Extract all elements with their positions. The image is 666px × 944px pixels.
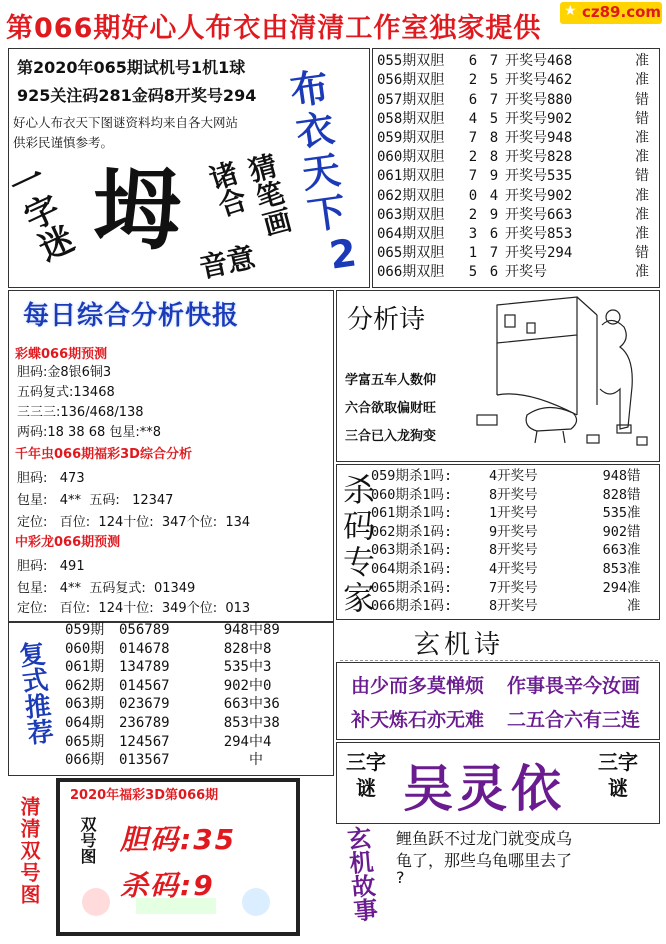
site-domain[interactable]: cz89.com	[582, 3, 662, 21]
compound-number-cell: 014678	[119, 640, 170, 657]
brand-vertical-text: 布衣天下	[287, 64, 349, 239]
result-cell: 准	[635, 187, 649, 204]
xuanji-line-1a: 由少而多莫惮烦	[351, 675, 485, 697]
draw-label-cell: 4开奖号	[489, 468, 538, 484]
qiannian-bao: 包星: 4** 五码: 12347	[17, 493, 174, 508]
riddle-side-label: 一字迷	[4, 157, 81, 270]
brand-vertical-num: 2	[326, 230, 360, 278]
result-cell: 中36	[249, 696, 280, 713]
compound-label: 复式推荐	[13, 639, 55, 747]
poem-panel	[336, 290, 660, 462]
draw-number-cell: 开奖号294	[505, 245, 573, 262]
table-row	[371, 467, 651, 486]
poem-line-2: 六合欲取偏财旺	[345, 401, 437, 416]
draw-number-cell: 828	[602, 486, 627, 503]
draw-number-cell: 开奖号853	[505, 225, 573, 242]
table-row	[371, 523, 651, 542]
page-title: 第066期好心人布衣由清清工作室独家提供	[6, 13, 542, 44]
table-row	[371, 560, 651, 579]
dan-b-cell: 4	[489, 187, 499, 204]
period-cell: 061期双胆	[377, 168, 445, 185]
result-cell: 中3	[249, 659, 272, 676]
result-cell: 错	[627, 486, 641, 503]
draw-number-cell	[569, 597, 627, 616]
caidie-liang: 两码:18 38 68 包星:**8	[17, 425, 162, 440]
qiannian-dan: 胆码: 473	[17, 471, 85, 486]
xuanji-line-1b: 作事畏辛今汝画	[507, 675, 641, 697]
kill-code-label: 杀码专家	[338, 473, 376, 617]
kill-code-rows	[371, 467, 651, 616]
result-cell: 准	[635, 206, 649, 223]
caidie-wu: 五码复式:13468	[17, 385, 115, 400]
draw-number-cell	[207, 751, 249, 770]
dan-a-cell: 2	[468, 206, 478, 223]
dan-a-cell: 7	[468, 130, 478, 147]
draw-number-cell: 828	[223, 640, 249, 657]
draw-number-cell: 开奖号948	[505, 130, 573, 147]
result-cell: 准	[635, 225, 649, 242]
dn-side: 双号图	[78, 816, 97, 864]
dan-b-cell: 7	[489, 91, 499, 108]
daily-report-panel	[8, 290, 334, 622]
draw-number-cell: 294	[223, 733, 249, 750]
riddle-hint-3: 音意	[196, 240, 259, 285]
table-row	[371, 597, 651, 616]
dan-b-cell: 6	[489, 264, 499, 281]
double-dan-table	[372, 48, 660, 288]
table-row	[371, 579, 651, 598]
double-number-panel	[56, 778, 300, 936]
story-text-1: 鲤鱼跃不过龙门就变成乌	[396, 829, 573, 848]
draw-label-cell: 7开奖号	[489, 579, 538, 596]
poem-line-3: 三合已入龙狗变	[345, 429, 437, 444]
riddle-main-char: 坶	[93, 158, 182, 262]
draw-label-cell: 8开奖号	[489, 486, 538, 503]
dn-sha: 杀码:9	[120, 869, 215, 902]
story-text-2: 龟了，那些乌龟哪里去了	[396, 851, 573, 870]
table-row	[377, 71, 649, 90]
period-cell: 059期	[65, 622, 105, 638]
draw-number-cell: 948	[602, 468, 627, 484]
period-cell: 056期双胆	[377, 72, 445, 89]
draw-number-cell: 663	[602, 542, 627, 559]
draw-number-cell: 开奖号663	[505, 206, 573, 223]
dan-a-cell: 4	[468, 110, 478, 127]
story-text-3: ?	[396, 868, 405, 887]
draw-number-cell: 853	[602, 560, 627, 577]
period-cell: 060期双胆	[377, 149, 445, 166]
draw-number-cell: 开奖号880	[505, 91, 573, 108]
riddle3-label-right	[593, 749, 643, 801]
dan-b-cell: 5	[489, 110, 499, 127]
period-cell: 062期双胆	[377, 187, 445, 204]
kill-code-panel	[336, 464, 660, 620]
result-cell: 准	[635, 72, 649, 89]
illustration-image	[467, 295, 655, 457]
zhongcai-dan: 胆码: 491	[17, 559, 85, 574]
riddle3-panel	[336, 742, 660, 824]
period-cell: 066期杀1码:	[371, 598, 453, 615]
compound-number-cell: 013567	[119, 752, 170, 769]
draw-number-cell: 902	[602, 523, 627, 540]
table-row	[377, 186, 649, 205]
table-row	[377, 90, 649, 109]
riddle-hint-2: 猜笔画	[241, 150, 296, 240]
dan-a-cell: 3	[468, 225, 478, 242]
dan-a-cell: 2	[468, 72, 478, 89]
zhongcai-ding: 定位: 百位: 124十位: 349个位: 013	[17, 601, 251, 616]
table-row	[371, 504, 651, 523]
site-badge[interactable]	[560, 2, 662, 24]
draw-number-cell: 开奖号828	[505, 149, 573, 166]
qingqing-label: 清清双号图	[17, 796, 41, 906]
result-cell: 中4	[249, 733, 272, 750]
period-cell: 066期	[65, 752, 105, 769]
table-row	[377, 129, 649, 148]
table-row	[371, 486, 651, 505]
table-row	[377, 244, 649, 263]
period-cell: 064期	[65, 714, 105, 731]
draw-label-cell: 9开奖号	[489, 523, 538, 540]
double-dan-rows	[377, 52, 649, 282]
table-row	[377, 263, 649, 282]
compound-number-cell: 014567	[119, 677, 170, 694]
period-cell: 057期双胆	[377, 91, 445, 108]
draw-number-cell: 535	[223, 659, 249, 676]
qiannian-title: 千年虫066期福彩3D综合分析	[15, 447, 192, 462]
table-row	[377, 167, 649, 186]
dan-a-cell: 7	[468, 168, 478, 185]
result-cell: 错	[635, 245, 649, 262]
result-cell: 中	[249, 752, 263, 769]
zhongcai-title: 中彩龙066期预测	[15, 535, 121, 550]
story-label: 玄机故事	[341, 824, 379, 924]
story-panel	[396, 826, 656, 926]
qiannian-ding: 定位: 百位: 124十位: 347个位: 134	[17, 515, 251, 530]
draw-number-cell: 开奖号468	[505, 53, 573, 70]
riddle3-label	[341, 749, 391, 801]
dan-a-cell: 6	[468, 91, 478, 108]
result-cell: 中38	[249, 714, 280, 731]
trial-line-2: 925关注码281金码8开奖号294	[17, 86, 257, 105]
result-cell: 中8	[249, 640, 272, 657]
period-cell: 062期杀1码:	[371, 523, 453, 540]
result-cell: 错	[627, 468, 641, 484]
trial-line-1: 第2020年065期试机号1机1球	[17, 58, 246, 77]
table-row	[65, 621, 315, 640]
dn-dan: 胆码:35	[120, 823, 237, 856]
period-cell: 059期杀1吗:	[371, 468, 453, 484]
draw-label-cell: 4开奖号	[489, 560, 538, 577]
dan-b-cell: 6	[489, 225, 499, 242]
dan-b-cell: 7	[489, 245, 499, 262]
result-cell: 准	[627, 542, 641, 559]
period-cell: 065期杀1码:	[371, 579, 453, 596]
compound-number-cell: 134789	[119, 659, 170, 676]
draw-label-cell: 1开奖号	[489, 505, 538, 522]
draw-number-cell: 853	[223, 714, 249, 731]
period-cell: 055期双胆	[377, 53, 445, 70]
dan-a-cell: 5	[468, 264, 478, 281]
dan-b-cell: 9	[489, 206, 499, 223]
riddle3-label-text: 三字谜	[346, 750, 386, 800]
period-cell: 063期	[65, 696, 105, 713]
table-row	[377, 225, 649, 244]
table-row	[377, 148, 649, 167]
draw-number-cell: 535	[602, 505, 627, 522]
xuanji-panel	[336, 662, 660, 740]
result-cell: 准	[635, 149, 649, 166]
table-row	[65, 695, 315, 714]
period-cell: 065期	[65, 733, 105, 750]
compound-number-cell: 056789	[119, 622, 170, 638]
period-cell: 063期双胆	[377, 206, 445, 223]
dan-a-cell: 0	[468, 187, 478, 204]
decoration-image	[66, 802, 288, 926]
table-row	[371, 541, 651, 560]
draw-number-cell: 开奖号902	[505, 110, 573, 127]
draw-number-cell: 开奖号902	[505, 187, 573, 204]
period-cell: 061期杀1吗:	[371, 505, 453, 522]
table-row	[65, 751, 315, 770]
period-cell: 060期杀1吗:	[371, 486, 453, 503]
period-cell: 065期双胆	[377, 245, 445, 262]
table-row	[65, 640, 315, 659]
zhongcai-bao: 包星: 4** 五码复式: 01349	[17, 581, 196, 596]
poem-line-1: 学富五车人数仰	[345, 373, 437, 388]
period-cell: 064期杀1码:	[371, 560, 453, 577]
compound-number-cell: 124567	[119, 733, 170, 750]
compound-rows	[65, 621, 315, 770]
period-cell: 066期双胆	[377, 264, 445, 281]
period-cell: 058期双胆	[377, 110, 445, 127]
result-cell: 准	[627, 560, 641, 577]
compound-panel	[8, 622, 334, 776]
dan-b-cell: 8	[489, 149, 499, 166]
draw-number-cell: 294	[602, 579, 627, 596]
table-row	[65, 658, 315, 677]
result-cell: 准	[627, 598, 641, 615]
caidie-title: 彩蝶066期预测	[15, 347, 108, 362]
draw-number-cell: 663	[223, 696, 249, 713]
dan-a-cell: 2	[468, 149, 478, 166]
dan-a-cell: 6	[468, 53, 478, 70]
xuanji-title: 玄机诗	[414, 630, 505, 660]
dan-b-cell: 7	[489, 53, 499, 70]
result-cell: 错	[635, 168, 649, 185]
poem-title: 分析诗	[347, 305, 426, 335]
dan-a-cell: 1	[468, 245, 478, 262]
table-row	[65, 714, 315, 733]
result-cell: 错	[627, 523, 641, 540]
period-cell: 064期双胆	[377, 225, 445, 242]
table-row	[65, 733, 315, 752]
period-cell: 060期	[65, 640, 105, 657]
table-row	[377, 52, 649, 71]
trial-note: 好心人布衣天下图谜资料均来自各大网站	[13, 115, 239, 130]
result-cell: 中89	[249, 622, 280, 638]
dan-b-cell: 8	[489, 130, 499, 147]
xuanji-line-2a: 补天炼石亦无难	[351, 709, 485, 731]
result-cell: 中0	[249, 677, 272, 694]
draw-number-cell: 开奖号462	[505, 72, 573, 89]
result-cell: 准	[635, 264, 649, 281]
draw-number-cell: 开奖号535	[505, 168, 573, 185]
caidie-dan: 胆码:金8银6铜3	[17, 365, 112, 380]
riddle-hint-1: 诸合	[202, 157, 251, 221]
trial-note-2: 供彩民谨慎参考。	[13, 135, 114, 150]
period-cell: 059期双胆	[377, 130, 445, 147]
riddle3-answer: 吴灵依	[403, 760, 565, 818]
draw-number-cell: 开奖号	[505, 264, 547, 281]
period-cell: 061期	[65, 659, 105, 676]
dn-title: 2020年福彩3D第066期	[70, 788, 219, 803]
period-cell: 062期	[65, 677, 105, 694]
table-row	[65, 677, 315, 696]
result-cell: 准	[635, 53, 649, 70]
draw-label-cell: 8开奖号	[489, 598, 538, 615]
draw-number-cell: 948	[223, 622, 249, 638]
result-cell: 错	[635, 110, 649, 127]
result-cell: 准	[635, 130, 649, 147]
dan-b-cell: 9	[489, 168, 499, 185]
table-row	[377, 110, 649, 129]
draw-label-cell: 8开奖号	[489, 542, 538, 559]
compound-number-cell: 236789	[119, 714, 170, 731]
riddle3-label-right-text: 三字谜	[598, 750, 638, 800]
dan-b-cell: 5	[489, 72, 499, 89]
xuanji-line-2b: 二五合六有三连	[507, 709, 641, 731]
divider	[340, 660, 658, 661]
star-icon: ★	[564, 3, 577, 19]
result-cell: 准	[627, 505, 641, 522]
compound-number-cell: 023679	[119, 696, 170, 713]
caidie-sss: 三三三:136/468/138	[17, 405, 144, 420]
result-cell: 错	[635, 91, 649, 108]
daily-title: 每日综合分析快报	[23, 301, 240, 331]
period-cell: 063期杀1码:	[371, 542, 453, 559]
draw-number-cell: 902	[223, 677, 249, 694]
table-row	[377, 206, 649, 225]
result-cell: 准	[627, 579, 641, 596]
